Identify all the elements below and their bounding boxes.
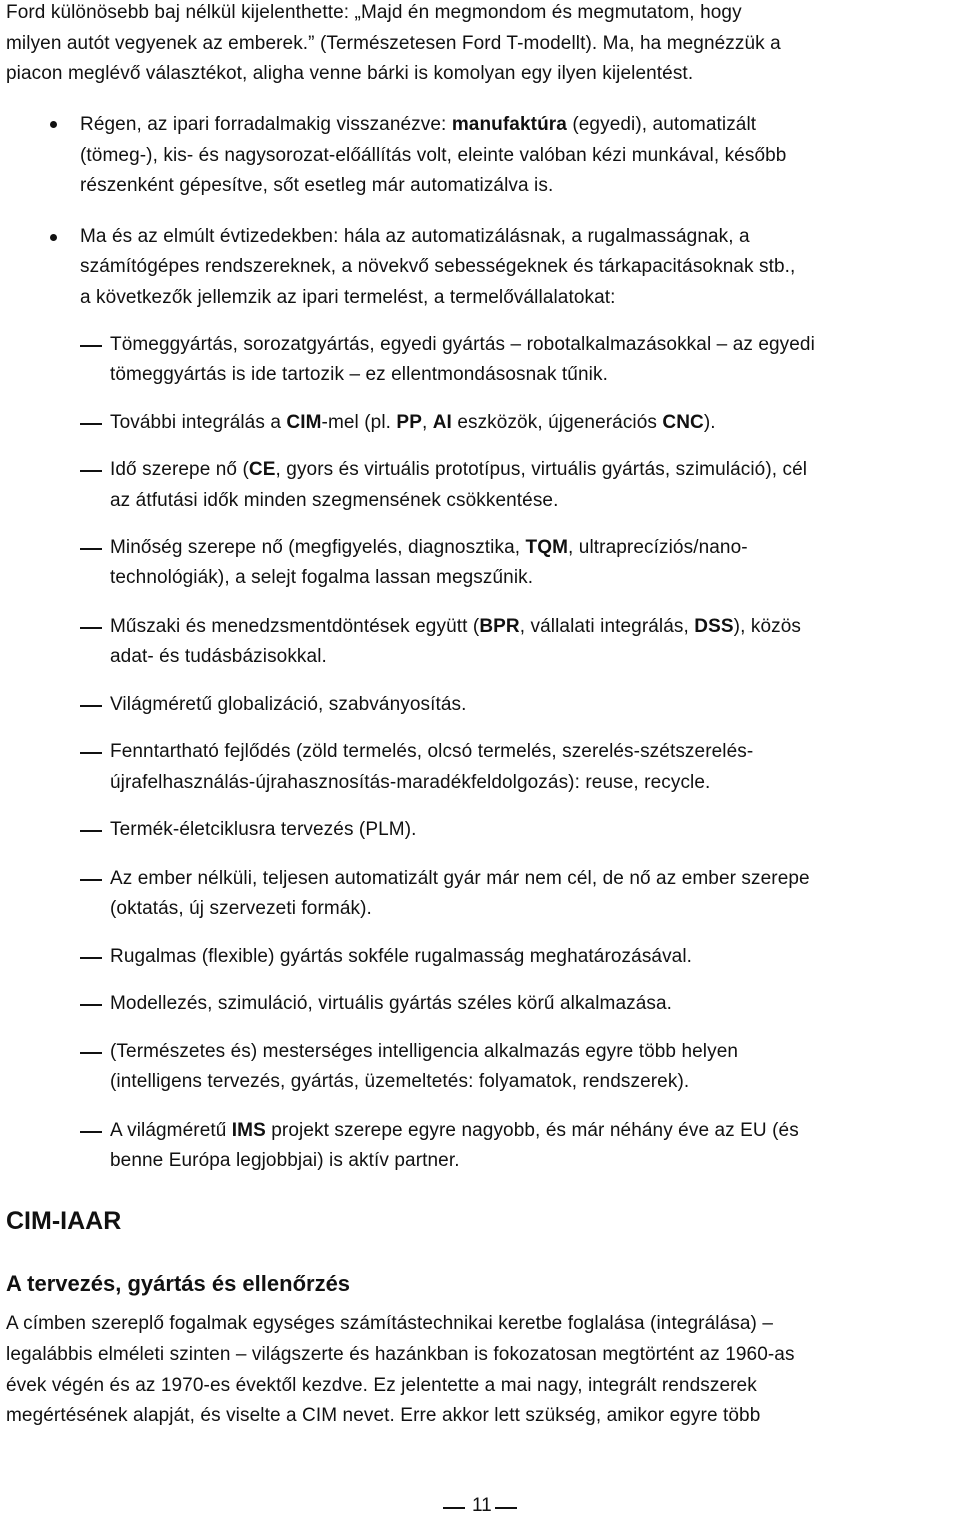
- dash-7-line-2: újrafelhasználás-újrahasznosítás-maradékfeldolgozás): reuse, recycle.: [110, 772, 711, 793]
- dash-12-line-2: (intelligens tervezés, gyártás, üzemeltetés: folyamatok, rendszerek).: [110, 1071, 690, 1092]
- bullet-marker: [50, 121, 57, 128]
- dash-4-line-1: Minőség szerepe nő (megfigyelés, diagnosztika, TQM, ultraprecíziós/nano-: [110, 537, 748, 558]
- page-number-dash-right: [495, 1507, 517, 1509]
- dash-12-line-1: (Természetes és) mesterséges intelligencia alkalmazás egyre több helyen: [110, 1041, 739, 1062]
- dash-marker: [80, 627, 102, 629]
- dash-1-line-2: tömeggyártás is ide tartozik – ez ellentmondásosnak tűnik.: [110, 364, 608, 385]
- dash-marker: [80, 345, 102, 347]
- dash-marker: [80, 1052, 102, 1054]
- dash-9-line-2: (oktatás, új szervezeti formák).: [110, 898, 372, 919]
- heading-cim-iaar: CIM-IAAR: [6, 1207, 122, 1235]
- dash-5-line-2: adat- és tudásbázisokkal.: [110, 646, 327, 667]
- bullet-1-line-3: részenként gépesítve, sőt esetleg már automatizálva is.: [80, 175, 554, 196]
- dash-10-line-1: Rugalmas (flexible) gyártás sokféle rugalmasság meghatározásával.: [110, 946, 693, 967]
- dash-8-line-1: Termék-életciklusra tervezés (PLM).: [110, 819, 417, 840]
- dash-9-line-1: Az ember nélküli, teljesen automatizált gyár már nem cél, de nő az ember szerepe: [110, 868, 810, 889]
- page-number: 11: [472, 1495, 492, 1516]
- dash-6-line-1: Világméretű globalizáció, szabványosítás.: [110, 694, 467, 715]
- dash-marker: [80, 957, 102, 959]
- bullet-2-line-3: a következők jellemzik az ipari termelést, a termelővállalatokat:: [80, 287, 616, 308]
- dash-13-line-1: A világméretű IMS projekt szerepe egyre nagyobb, és már néhány éve az EU (és: [110, 1120, 799, 1141]
- dash-3-line-1: Idő szerepe nő (CE, gyors és virtuális prototípus, virtuális gyártás, szimuláció), cél: [110, 459, 808, 480]
- intro-line-2: milyen autót vegyenek az emberek.” (Természetesen Ford T-modellt). Ma, ha megnézzük a: [6, 33, 781, 54]
- dash-marker: [80, 705, 102, 707]
- dash-7-line-1: Fenntartható fejlődés (zöld termelés, olcsó termelés, szerelés-szétszerelés-: [110, 741, 754, 762]
- dash-marker: [80, 423, 102, 425]
- closing-line-3: évek végén és az 1970-es évektől kezdve. Ez jelentette a mai nagy, integrált rendszerek: [6, 1375, 757, 1396]
- dash-3-line-2: az átfutási idők minden szegmensének csökkentése.: [110, 490, 559, 511]
- term-manufaktura: manufaktúra: [451, 114, 567, 135]
- intro-line-3: piacon meglévő választékot, aligha venne bárki is komolyan egy ilyen kijelentést.: [6, 63, 694, 84]
- bullet-2-line-2: számítógépes rendszereknek, a növekvő sebességeknek és tárkapacitásoknak stb.,: [80, 256, 796, 277]
- dash-marker: [80, 879, 102, 881]
- bullet-marker: [50, 234, 57, 241]
- dash-marker: [80, 548, 102, 550]
- closing-line-4: megértésének alapját, és viselte a CIM nevet. Erre akkor lett szükség, amikor egyre több: [6, 1405, 761, 1426]
- dash-2-line-1: További integrálás a CIM-mel (pl. PP, AI eszközök, újgenerációs CNC).: [110, 412, 716, 433]
- heading-section: A tervezés, gyártás és ellenőrzés: [6, 1271, 351, 1296]
- dash-11-line-1: Modellezés, szimuláció, virtuális gyártás széles körű alkalmazása.: [110, 993, 673, 1014]
- dash-13-line-2: benne Európa legjobbjai) is aktív partner.: [110, 1150, 460, 1171]
- bullet-1-line-1: Régen, az ipari forradalmakig visszanézve: manufaktúra (egyedi), automatizált: [80, 114, 757, 135]
- intro-line-1: Ford különösebb baj nélkül kijelenthette: „Majd én megmondom és megmutatom, hogy: [6, 2, 742, 23]
- bullet-1-line-2: (tömeg-), kis- és nagysorozat-előállítás volt, eleinte valóban kézi munkával, később: [80, 145, 787, 166]
- dash-marker: [80, 830, 102, 832]
- dash-marker: [80, 1004, 102, 1006]
- page-number-dash-left: [443, 1507, 465, 1509]
- dash-1-line-1: Tömeggyártás, sorozatgyártás, egyedi gyártás – robotalkalmazásokkal – az egyedi: [110, 334, 815, 355]
- dash-marker: [80, 470, 102, 472]
- dash-4-line-2: technológiák), a selejt fogalma lassan megszűnik.: [110, 567, 534, 588]
- closing-line-1: A címben szereplő fogalmak egységes számítástechnikai keretbe foglalása (integrálása) –: [6, 1313, 773, 1334]
- dash-marker: [80, 752, 102, 754]
- dash-marker: [80, 1131, 102, 1133]
- dash-5-line-1: Műszaki és menedzsmentdöntések együtt (BPR, vállalati integrálás, DSS), közös: [110, 616, 801, 637]
- bullet-2-line-1: Ma és az elmúlt évtizedekben: hála az automatizálásnak, a rugalmasságnak, a: [80, 226, 750, 247]
- closing-line-2: legalábbis elméleti szinten – világszerte és hazánkban is fokozatosan megtörtént az 1960-as: [6, 1344, 795, 1365]
